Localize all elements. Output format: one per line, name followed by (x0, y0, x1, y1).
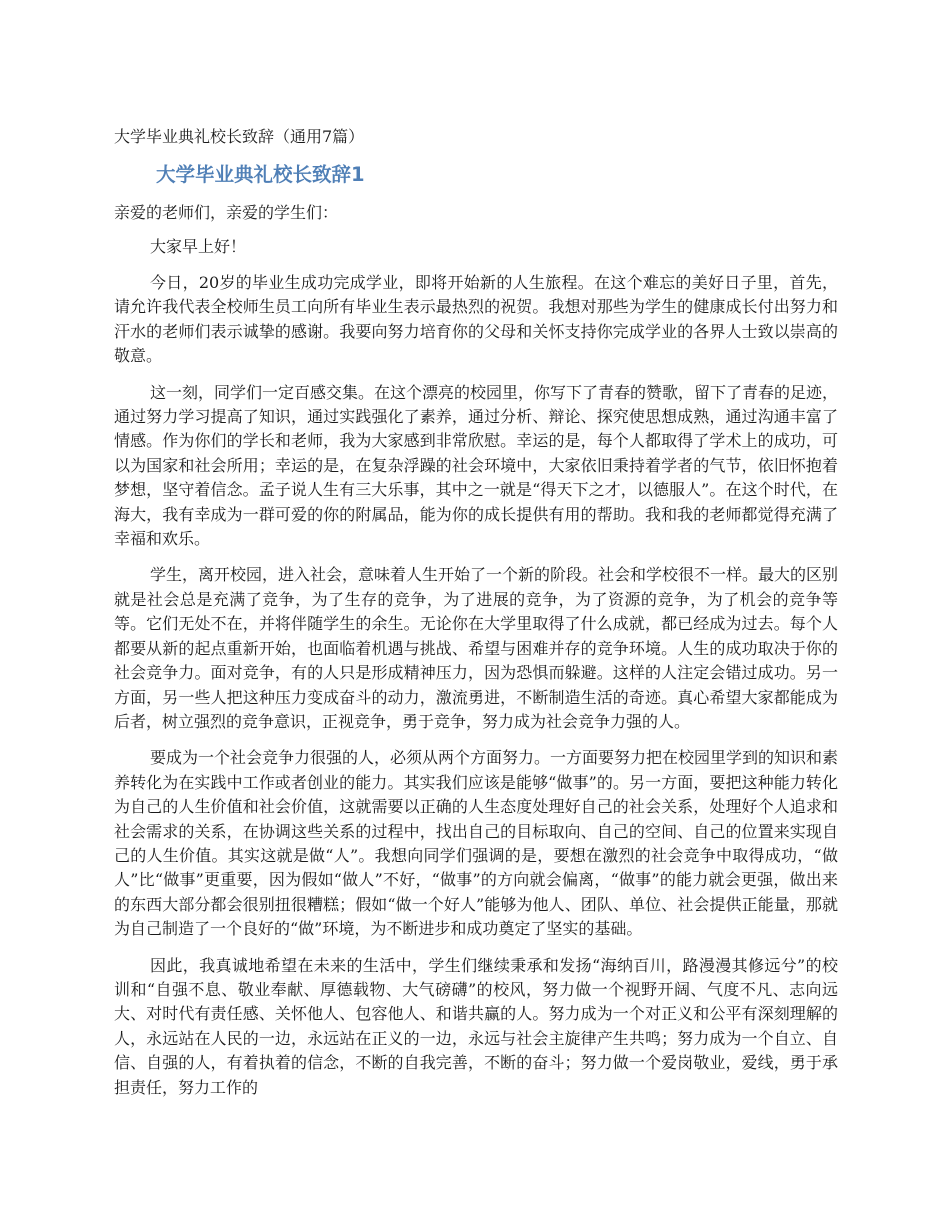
salutation: 亲爱的老师们，亲爱的学生们： (114, 203, 339, 222)
document-page (114, 126, 838, 1112)
greeting: 大家早上好！ (150, 237, 247, 256)
paragraph: 要成为一个社会竞争力很强的人，必须从两个方面努力。一方面要努力把在校园里学到的知识和素养转化为在实践中工作或者创业的能力。其实我们应该是能够“做事”的。另一方面，要把这种能力转化为自己的人生价值和社会价值，这就需要以正确的人生态度处理好自己的社会关系，处理好个人追求和社会需求的关系，在协调这些关系的过程中，找出自己的目标取向、自己的空间、自己的位置来实现自己的人生价值。其实这就是做“人”。我想向同学们强调的是，要想在激烈的社会竞争中取得成功，“做人”比“做事”更重要，因为假如“做人”不好，“做事”的方向就会偏离，“做事”的能力就会更强，做出来的东西大部分都会很别扭很糟糕；假如“做一个好人”能够为他人、团队、单位、社会提供正能量，那就为自己制造了一个良好的“做”环境，为不断进步和成功奠定了坚实的基础。 (114, 748, 839, 939)
paragraph: 今日，20岁的毕业生成功完成学业，即将开始新的人生旅程。在这个难忘的美好日子里，首先，请允许我代表全校师生员工向所有毕业生表示最热烈的祝贺。我想对那些为学生的健康成长付出努力和汗水的老师们表示诚挚的感谢。我要向努力培育你的父母和关怀支持你完成学业的各界人士致以崇高的敬意。 (114, 273, 838, 366)
section-heading: 大学毕业典礼校长致辞1 (156, 163, 365, 186)
document-title: 大学毕业典礼校长致辞（通用7篇） (114, 127, 365, 146)
paragraph: 学生，离开校园，进入社会，意味着人生开始了一个新的阶段。社会和学校很不一样。最大的区别就是社会总是充满了竞争，为了生存的竞争，为了进展的竞争，为了资源的竞争，为了机会的竞争等等。它们无处不在，并将伴随学生的余生。无论你在大学里取得了什么成就，都已经成为过去。每个人都要从新的起点重新开始，也面临着机遇与挑战、希望与困难并存的竞争环境。人生的成功取决于你的社会竞争力。面对竞争，有的人只是形成精神压力，因为恐惧而躲避。这样的人注定会错过成功。另一方面，另一些人把这种压力变成奋斗的动力，激流勇进，不断制造生活的奇迹。真心希望大家都能成为后者，树立强烈的竞争意识，正视竞争，勇于竞争，努力成为社会竞争力强的人。 (114, 565, 839, 731)
paragraph: 这一刻，同学们一定百感交集。在这个漂亮的校园里，你写下了青春的赞歌，留下了青春的足迹，通过努力学习提高了知识，通过实践强化了素养，通过分析、辩论、探究使思想成熟，通过沟通丰富了情感。作为你们的学长和老师，我为大家感到非常欣慰。幸运的是，每个人都取得了学术上的成功，可以为国家和社会所用；幸运的是，在复杂浮躁的社会环境中，大家依旧秉持着学者的气节，依旧怀抱着梦想，坚守着信念。孟子说人生有三大乐事，其中之一就是“得天下之才，以德服人”。在这个时代，在海大，我有幸成为一群可爱的你的附属品，能为你的成长提供有用的帮助。我和我的老师都觉得充满了幸福和欢乐。 (114, 382, 839, 549)
paragraph: 因此，我真诚地希望在未来的生活中，学生们继续秉承和发扬“海纳百川，路漫漫其修远兮”的校训和“自强不息、敬业奉献、厚德载物、大气磅礴”的校风，努力做一个视野开阔、气度不凡、志向远大、对时代有责任感、关怀他人、包容他人、和谐共赢的人。努力成为一个对正义和公平有深刻理解的人，永远站在人民的一边，永远站在正义的一边，永远与社会主旋律产生共鸣；努力成为一个自立、自信、自强的人，有着执着的信念，不断的自我完善，不断的奋斗；努力做一个爱岗敬业，爱线，勇于承担责任，努力工作的 (114, 955, 838, 1097)
